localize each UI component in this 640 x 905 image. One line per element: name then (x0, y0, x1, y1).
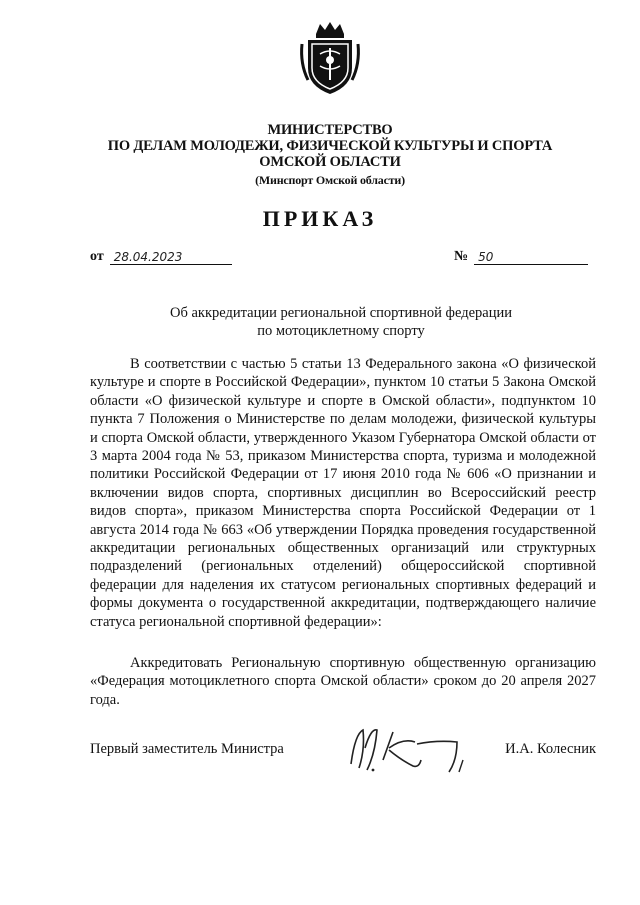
order-heading: ПРИКАЗ (262, 206, 378, 231)
preamble-paragraph: В соответствии с частью 5 статьи 13 Федерального закона «О физической культуре и спорте в Российской Федерации», пунктом 10 статьи 5 Закона Омской области «О физической культуре и спорте в Омской области», подпунктом 10 пункта 7 Положения о Министерстве по делам молодежи, физической культуры и спорта Омской области, утвержденного Указом Губернатора Омской области от 3 марта 2004 года № 53, приказом Министерства спорта, туризма и молодежной политики Российской Федерации от 17 июня 2010 года № 606 «О признании и включении видов спорта, спортивных дисциплин во Всероссийский реестр видов спорта», приказом Министерства спорта Российской Федерации от 1 августа 2014 года № 663 «Об утверждении Порядка проведения государственной аккредитации региональных общественных организаций или структурных подразделений (региональных отделений) общероссийской спортивной федерации для наделения их статусом региональных спортивных федераций и формы документа о государственной аккредитации, подтверждающего наличие статуса региональной спортивной федерации»: (90, 356, 596, 630)
order-number (454, 249, 588, 265)
order-title (90, 304, 592, 340)
title-line-1: Об аккредитации региональной спортивной федерации (170, 305, 512, 321)
signatory-position: Первый заместитель Министра (90, 741, 284, 757)
order-date (90, 249, 232, 265)
ministry-header (60, 122, 600, 188)
ministry-line-3: ОМСКОЙ ОБЛАСТИ (259, 154, 401, 170)
omsk-coat-of-arms-icon (298, 20, 362, 96)
number-value: 50 (474, 250, 588, 265)
handwritten-signature-icon (345, 720, 475, 776)
ministry-abbreviation: (Минспорт Омской области) (255, 173, 405, 187)
date-value: 28.04.2023 (110, 250, 232, 265)
decision-paragraph: Аккредитовать Региональную спортивную общественную организацию «Федерация мотоциклетного спорта Омской области» сроком до 20 апреля 2027 года. (90, 655, 596, 708)
number-label: № (454, 249, 469, 264)
ministry-line-1: МИНИСТЕРСТВО (267, 122, 393, 138)
signatory-name: И.А. Колесник (505, 741, 596, 757)
ministry-line-2: ПО ДЕЛАМ МОЛОДЕЖИ, ФИЗИЧЕСКОЙ КУЛЬТУРЫ И СПОРТА (107, 138, 553, 154)
title-line-2: по мотоциклетному спорту (257, 323, 425, 339)
date-label: от (90, 249, 104, 264)
